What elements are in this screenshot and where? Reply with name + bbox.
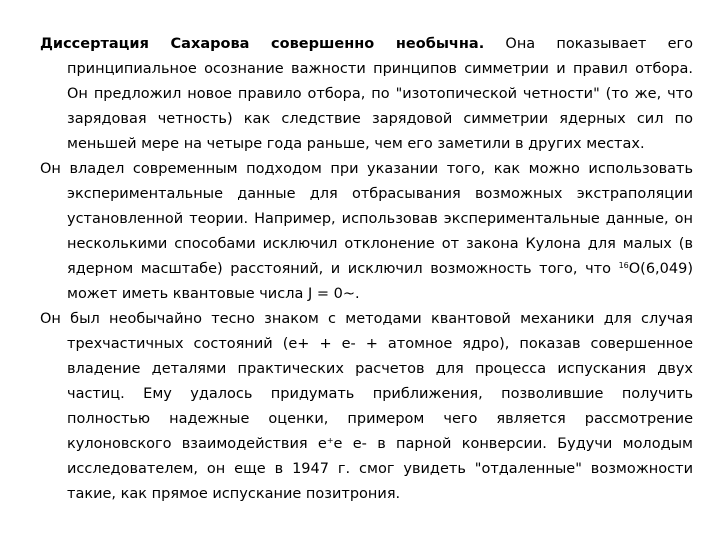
document-body <box>40 32 693 507</box>
paragraph-1-lead: Диссертация Сахарова совершенно необычна. <box>40 36 485 52</box>
paragraph-2 <box>40 157 693 307</box>
isotope-mass-number: 16 <box>618 261 629 270</box>
paragraph-1-text: Она показывает его принципиальное осознание важности принципов симметрии и правил отбора. Он предложил новое правило отбора, по "изотопической четности" (то же, что зарядовая четность) как следствие зарядовой симметрии ядерных сил по меньшей мере на четыре года раньше, чем его заметили в других местах. <box>67 36 693 152</box>
paragraph-1 <box>40 32 693 157</box>
paragraph-3-text-after: e e- в парной конверсии. Будучи молодым исследователем, он еще в 1947 г. смог увидеть "отдаленные" возможности такие, как прямое испускание позитрония. <box>67 436 693 502</box>
charge-superscript: + <box>326 436 334 445</box>
paragraph-2-text-after: O(6,049) может иметь квантовые числа J = 0~. <box>67 261 693 302</box>
paragraph-2-text-before: Он владел современным подходом при указании того, как можно использовать экспериментальные данные для отбрасывания возможных экстраполяции установленной теории. Например, использовав экспериментальные данные, он несколькими способами исключил отклонение от закона Кулона для малых (в ядерном масштабе) расстояний, и исключил возможность того, что <box>40 161 693 277</box>
paragraph-3 <box>40 307 693 507</box>
paragraph-3-text-before: Он был необычайно тесно знаком с методами квантовой механики для случая трехчастичных состояний (е+ + е- + атомное ядро), показав совершенное владение деталями практических расчетов для процесса испускания двух частиц. Ему удалось придумать приближения, позволившие получить полностью надежные оценки, примером чего является рассмотрение кулоновского взаимодействия e <box>40 311 693 452</box>
